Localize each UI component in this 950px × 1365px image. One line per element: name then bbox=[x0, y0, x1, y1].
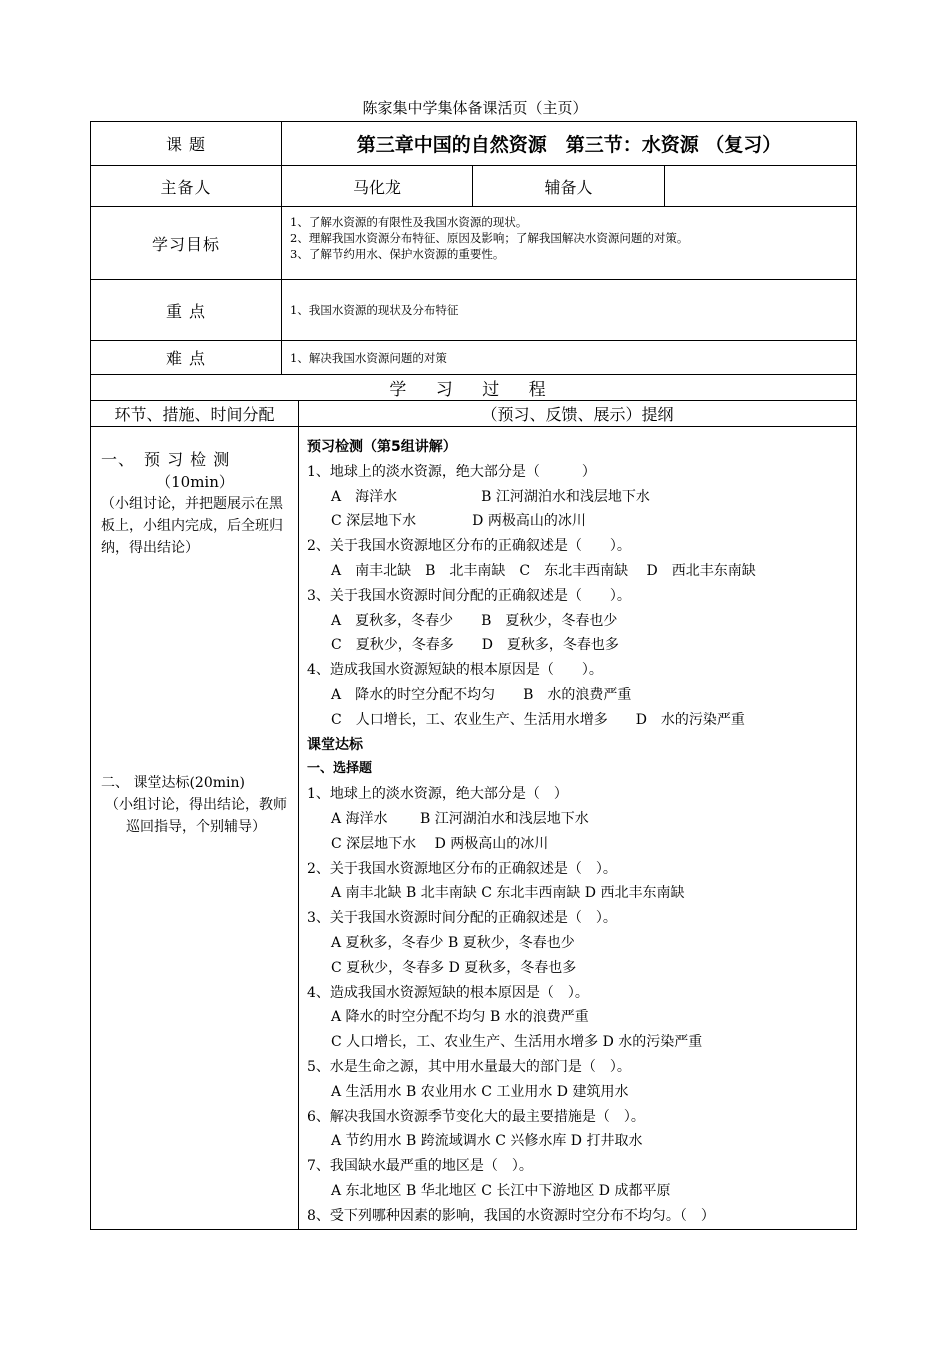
classroom-section bbox=[101, 772, 291, 838]
subject-label: 课 题 bbox=[91, 122, 282, 166]
outline-line: 8、受下列哪种因素的影响，我国的水资源时空分布不均匀。（ ） bbox=[307, 1207, 715, 1224]
outline-line: 3、关于我国水资源时间分配的正确叙述是（ ）。 bbox=[307, 910, 617, 927]
difficulty-label: 难 点 bbox=[91, 341, 282, 375]
key-point-value: 1、我国水资源的现状及分布特征 bbox=[282, 280, 857, 341]
outline-line: 一、选择题 bbox=[307, 761, 373, 777]
preview-time: （10min） bbox=[156, 473, 234, 491]
outline-line: A 夏秋多，冬春少 B 夏秋少，冬春也少 bbox=[331, 934, 575, 951]
main-preparer-label: 主备人 bbox=[91, 166, 282, 207]
outline-line: C 夏秋少，冬春多 D 夏秋多，冬春也多 bbox=[331, 959, 577, 976]
outline-line: A 节约用水 B 跨流域调水 C 兴修水库 D 打井取水 bbox=[331, 1133, 643, 1150]
goal-item: 2、理解我国水资源分布特征、原因及影响；了解我国解决水资源问题的对策。 bbox=[290, 231, 689, 245]
outline-line: A 降水的时空分配不均匀 B 水的浪费严重 bbox=[331, 686, 632, 703]
outline-line: A 东北地区 B 华北地区 C 长江中下游地区 D 成都平原 bbox=[331, 1182, 671, 1199]
process-left-header: 环节、措施、时间分配 bbox=[91, 401, 299, 427]
outline-line: A 海洋水 B 江河湖泊水和浅层地下水 bbox=[331, 488, 650, 505]
outline-line: 预习检测（第5组讲解） bbox=[307, 439, 457, 455]
preview-desc: （小组讨论，并把题展示在黑板上，小组内完成，后全班归纳，得出结论） bbox=[101, 496, 283, 556]
outline-line: 6、解决我国水资源季节变化大的最主要措施是（ ）。 bbox=[307, 1108, 645, 1125]
outline-line: 1、地球上的淡水资源，绝大部分是（ ） bbox=[307, 463, 596, 480]
process-right-header: （预习、反馈、展示）提纲 bbox=[299, 401, 857, 427]
outline-line: 4、造成我国水资源短缺的根本原因是（ ）。 bbox=[307, 984, 589, 1001]
preview-section bbox=[101, 449, 289, 559]
process-title: 学 习 过 程 bbox=[91, 375, 857, 401]
outline-line: C 深层地下水 D 两极高山的冰川 bbox=[331, 835, 549, 852]
outline-lines bbox=[307, 435, 856, 1229]
main-preparer-value: 马化龙 bbox=[282, 166, 473, 207]
outline-line: 2、关于我国水资源地区分布的正确叙述是（ ）。 bbox=[307, 860, 617, 877]
subject-value: 第三章中国的自然资源 第三节：水资源 （复习） bbox=[282, 122, 857, 166]
classroom-desc: （小组讨论，得出结论，教师巡回指导，个别辅导） bbox=[105, 797, 287, 835]
outline-line: A 夏秋多，冬春少 B 夏秋少，冬春也少 bbox=[331, 612, 618, 629]
outline-line: 3、关于我国水资源时间分配的正确叙述是（ ）。 bbox=[307, 587, 631, 604]
goal-item: 1、了解水资源的有限性及我国水资源的现状。 bbox=[290, 215, 528, 229]
outline-line: C 人口增长，工、农业生产、生活用水增多 D 水的污染严重 bbox=[331, 1034, 703, 1051]
goals-label: 学习目标 bbox=[91, 207, 282, 280]
goal-item: 3、了解节约用水、保护水资源的重要性。 bbox=[290, 247, 505, 261]
outline-line: 7、我国缺水最严重的地区是（ ）。 bbox=[307, 1158, 533, 1175]
assist-preparer-value bbox=[665, 166, 857, 207]
outline-line: A 海洋水 B 江河湖泊水和浅层地下水 bbox=[331, 810, 589, 827]
outline-line: 课堂达标 bbox=[307, 736, 363, 753]
outline-line: C 深层地下水 D 两极高山的冰川 bbox=[331, 513, 586, 530]
outline-cell bbox=[299, 427, 857, 1230]
outline-line: 5、水是生命之源，其中用水量最大的部门是（ ）。 bbox=[307, 1058, 631, 1075]
outline-line: 1、地球上的淡水资源，绝大部分是（ ） bbox=[307, 786, 568, 803]
classroom-title: 二、 课堂达标(20min) bbox=[101, 775, 245, 791]
document-title: 陈家集中学集体备课活页（主页） bbox=[362, 99, 588, 117]
outline-line: 4、造成我国水资源短缺的根本原因是（ ）。 bbox=[307, 662, 603, 679]
outline-line: A 南丰北缺 B 北丰南缺 C 东北丰西南缺 D 西北丰东南缺 bbox=[331, 562, 756, 579]
outline-line: A 生活用水 B 农业用水 C 工业用水 D 建筑用水 bbox=[331, 1083, 629, 1100]
key-point-label: 重 点 bbox=[91, 280, 282, 341]
process-steps-cell bbox=[91, 427, 299, 1230]
outline-line: C 人口增长，工、农业生产、生活用水增多 D 水的污染严重 bbox=[331, 711, 745, 728]
difficulty-value: 1、解决我国水资源问题的对策 bbox=[282, 341, 857, 375]
lesson-plan-table bbox=[90, 121, 857, 1230]
assist-preparer-label: 辅备人 bbox=[473, 166, 665, 207]
outline-line: 2、关于我国水资源地区分布的正确叙述是（ ）。 bbox=[307, 538, 631, 555]
outline-line: A 降水的时空分配不均匀 B 水的浪费严重 bbox=[331, 1009, 589, 1026]
outline-line: C 夏秋少，冬春多 D 夏秋多，冬春也多 bbox=[331, 637, 619, 654]
outline-line: A 南丰北缺 B 北丰南缺 C 东北丰西南缺 D 西北丰东南缺 bbox=[331, 885, 685, 902]
preview-title: 一、 预 习 检 测 bbox=[101, 450, 231, 469]
goals-list bbox=[282, 207, 857, 280]
